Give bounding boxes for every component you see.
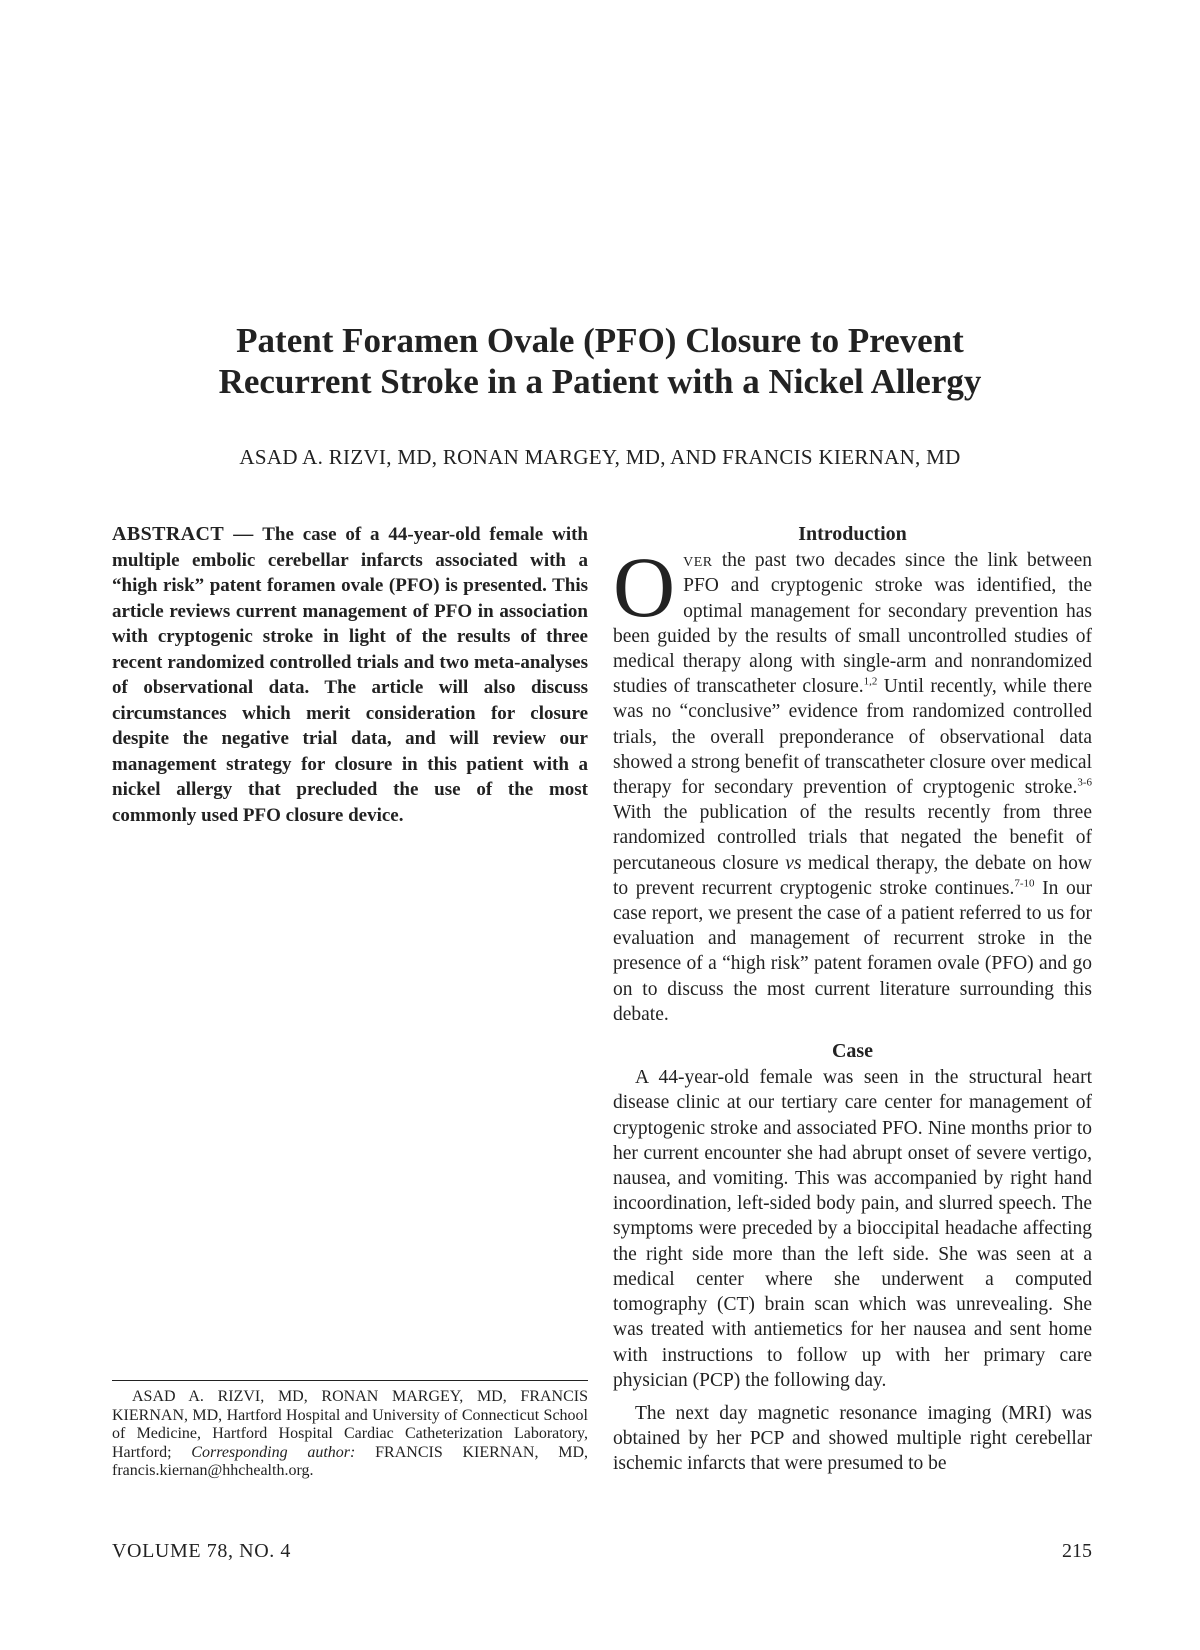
corresponding-author: FRANCIS KIERNAN, MD, francis.kiernan@hhchealth.org. [112,1443,589,1479]
intro-vs: vs [785,852,802,874]
page-number: 215 [1062,1540,1092,1562]
case-paragraph-2: The next day magnetic resonance imaging (MRI) was obtained by her PCP and showed multiple right cerebellar ischemic infarcts that were presumed to be [613,1402,1092,1475]
article-title [100,320,1100,402]
intro-text-2: Until recently, while there was no “conclusive” evidence from randomized controlled trials, the overall preponderance of observational data showed a strong benefit of transcatheter closure over medical therapy for secondary prevention of cryptogenic stroke. [613,676,1092,799]
reference-3: 7-10 [1014,877,1035,890]
intro-text-4: medical therapy, the debate on how to prevent recurrent cryptogenic stroke continues. [613,852,1093,899]
case-paragraph-1: A 44-year-old female was seen in the structural heart disease clinic at our tertiary care center for management of cryptogenic stroke and associated PFO. Nine months prior to her current encounter she had abrupt onset of severe vertigo, nausea, and vomiting. This was accompanied by right hand incoordination, left-sided body pain, and slurred speech. The symptoms were preceded by a bioccipital headache affecting the right side more than the left side. She was seen at a medical center where she underwent a computed tomography (CT) brain scan which was unrevealing. She was treated with antiemetics for her nausea and sent home with instructions to follow up with her primary care physician (PCP) the following day. [613,1067,1092,1391]
footnote-divider [112,1380,588,1381]
author-line: ASAD A. RIZVI, MD, RONAN MARGEY, MD, AND FRANCIS KIERNAN, MD [239,445,961,469]
intro-text-5: In our case report, we present the case of a patient referred to us for evaluation and management of recurrent stroke in the presence of a “high risk” patent foramen ovale (PFO) and go on to discuss the most current literature surrounding this debate. [613,877,1092,1025]
intro-text-3: With the publication of the results recently from three randomized controlled trials that negated the benefit of percutaneous closure [613,802,1092,874]
introduction-heading: Introduction [798,523,907,545]
intro-text-1: the past two decades since the link between PFO and cryptogenic stroke was identified, the optimal management for secondary prevention has been guided by the results of small uncontrolled studies of medical therapy along with single-arm and nonrandomized studies of transcatheter closure. [613,550,1092,698]
title-line-1: Patent Foramen Ovale (PFO) Closure to Prevent [236,321,964,360]
intro-smallcaps: ver [683,550,713,572]
right-column [613,522,1092,1477]
reference-2: 3-6 [1077,776,1092,789]
abstract-label: ABSTRACT — [112,523,254,545]
abstract-text: The case of a 44-year-old female with multiple embolic cerebellar infarcts associated with a “high risk” patent foramen ovale (PFO) is presented. This article reviews current management of PFO in association with cryptogenic stroke in light of the results of three recent randomized controlled trials and two meta-analyses of observational data. The article will also discuss circumstances which merit consideration for closure despite the negative trial data, and will review our management strategy for closure in this patient with a nickel allergy that precluded the use of the most commonly used PFO closure device. [112,524,588,826]
volume-issue: VOLUME 78, NO. 4 [112,1540,292,1562]
abstract [112,522,588,828]
corresponding-label: Corresponding author: [191,1443,356,1461]
drop-cap: O [613,539,676,636]
author-affiliation-footnote [112,1388,588,1481]
affiliation-text: ASAD A. RIZVI, MD, RONAN MARGEY, MD, FRANCIS KIERNAN, MD, Hartford Hospital and University of Connecticut School of Medicine, Hartford Hospital Cardiac Catheterization Laboratory, Hartford; [112,1388,588,1461]
reference-1: 1,2 [863,675,878,688]
case-heading: Case [831,1040,874,1063]
introduction-paragraph [613,539,1093,1027]
title-line-2: Recurrent Stroke in a Patient with a Nickel Allergy [218,362,982,401]
